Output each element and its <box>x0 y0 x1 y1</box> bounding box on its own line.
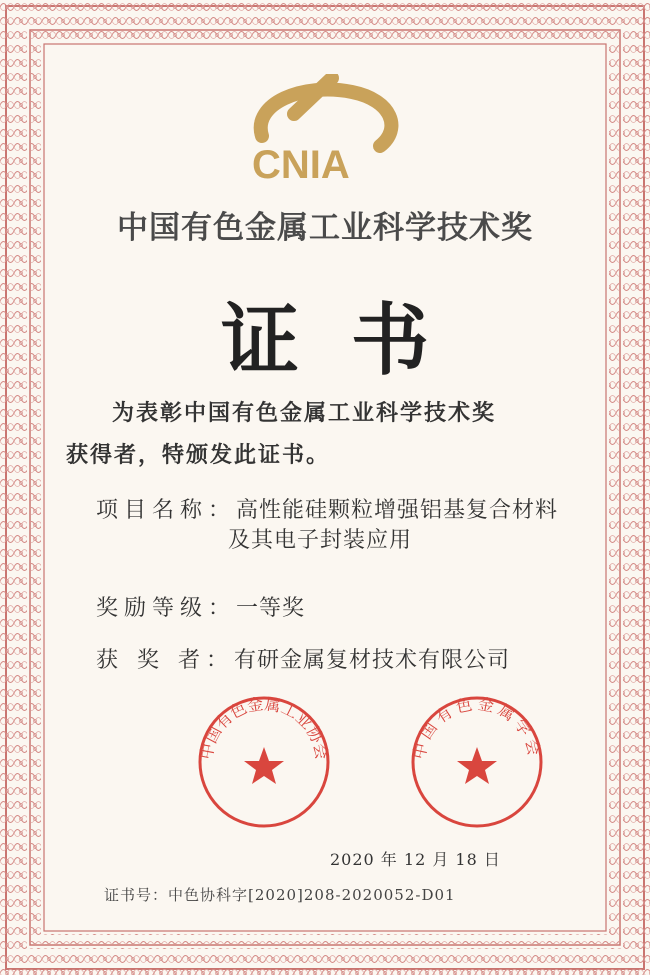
seal-society-text: 中国有色金属学会 <box>409 694 545 762</box>
project-label: 项目名称： <box>96 498 237 523</box>
project-field <box>96 496 596 556</box>
star-icon <box>457 747 497 784</box>
certificate-content <box>52 52 598 924</box>
cnia-logo <box>242 74 412 184</box>
citation-text <box>66 392 586 476</box>
award-level-label: 奖励等级： <box>96 596 237 621</box>
seal-association <box>194 692 334 832</box>
seal-society <box>407 692 547 832</box>
award-level-value: 一等奖 <box>236 596 306 621</box>
seal-association-text: 中国有色金属工业协会 <box>196 694 332 761</box>
project-value-line-2: 及其电子封装应用 <box>228 528 413 553</box>
winner-value: 有研金属复材技术有限公司 <box>234 648 511 673</box>
star-icon <box>244 747 284 784</box>
award-title: 中国有色金属工业科学技术奖 <box>117 210 533 246</box>
winner-label: 获 奖 者： <box>96 648 234 673</box>
award-level-field <box>96 594 596 624</box>
winner-field <box>96 646 596 676</box>
certificate-title: 证书 <box>220 295 481 386</box>
citation-line-1: 为表彰中国有色金属工业科学技术奖 <box>112 400 497 426</box>
certificate-number: 证书号：中色协科字[2020]208-2020052-D01 <box>104 886 456 904</box>
issue-date: 2020 年 12 月 18 日 <box>330 850 501 869</box>
logo-text: CNIA <box>252 143 350 184</box>
citation-line-2: 获得者，特颁发此证书。 <box>66 442 331 468</box>
project-value-line-1: 高性能硅颗粒增强铝基复合材料 <box>236 498 559 523</box>
